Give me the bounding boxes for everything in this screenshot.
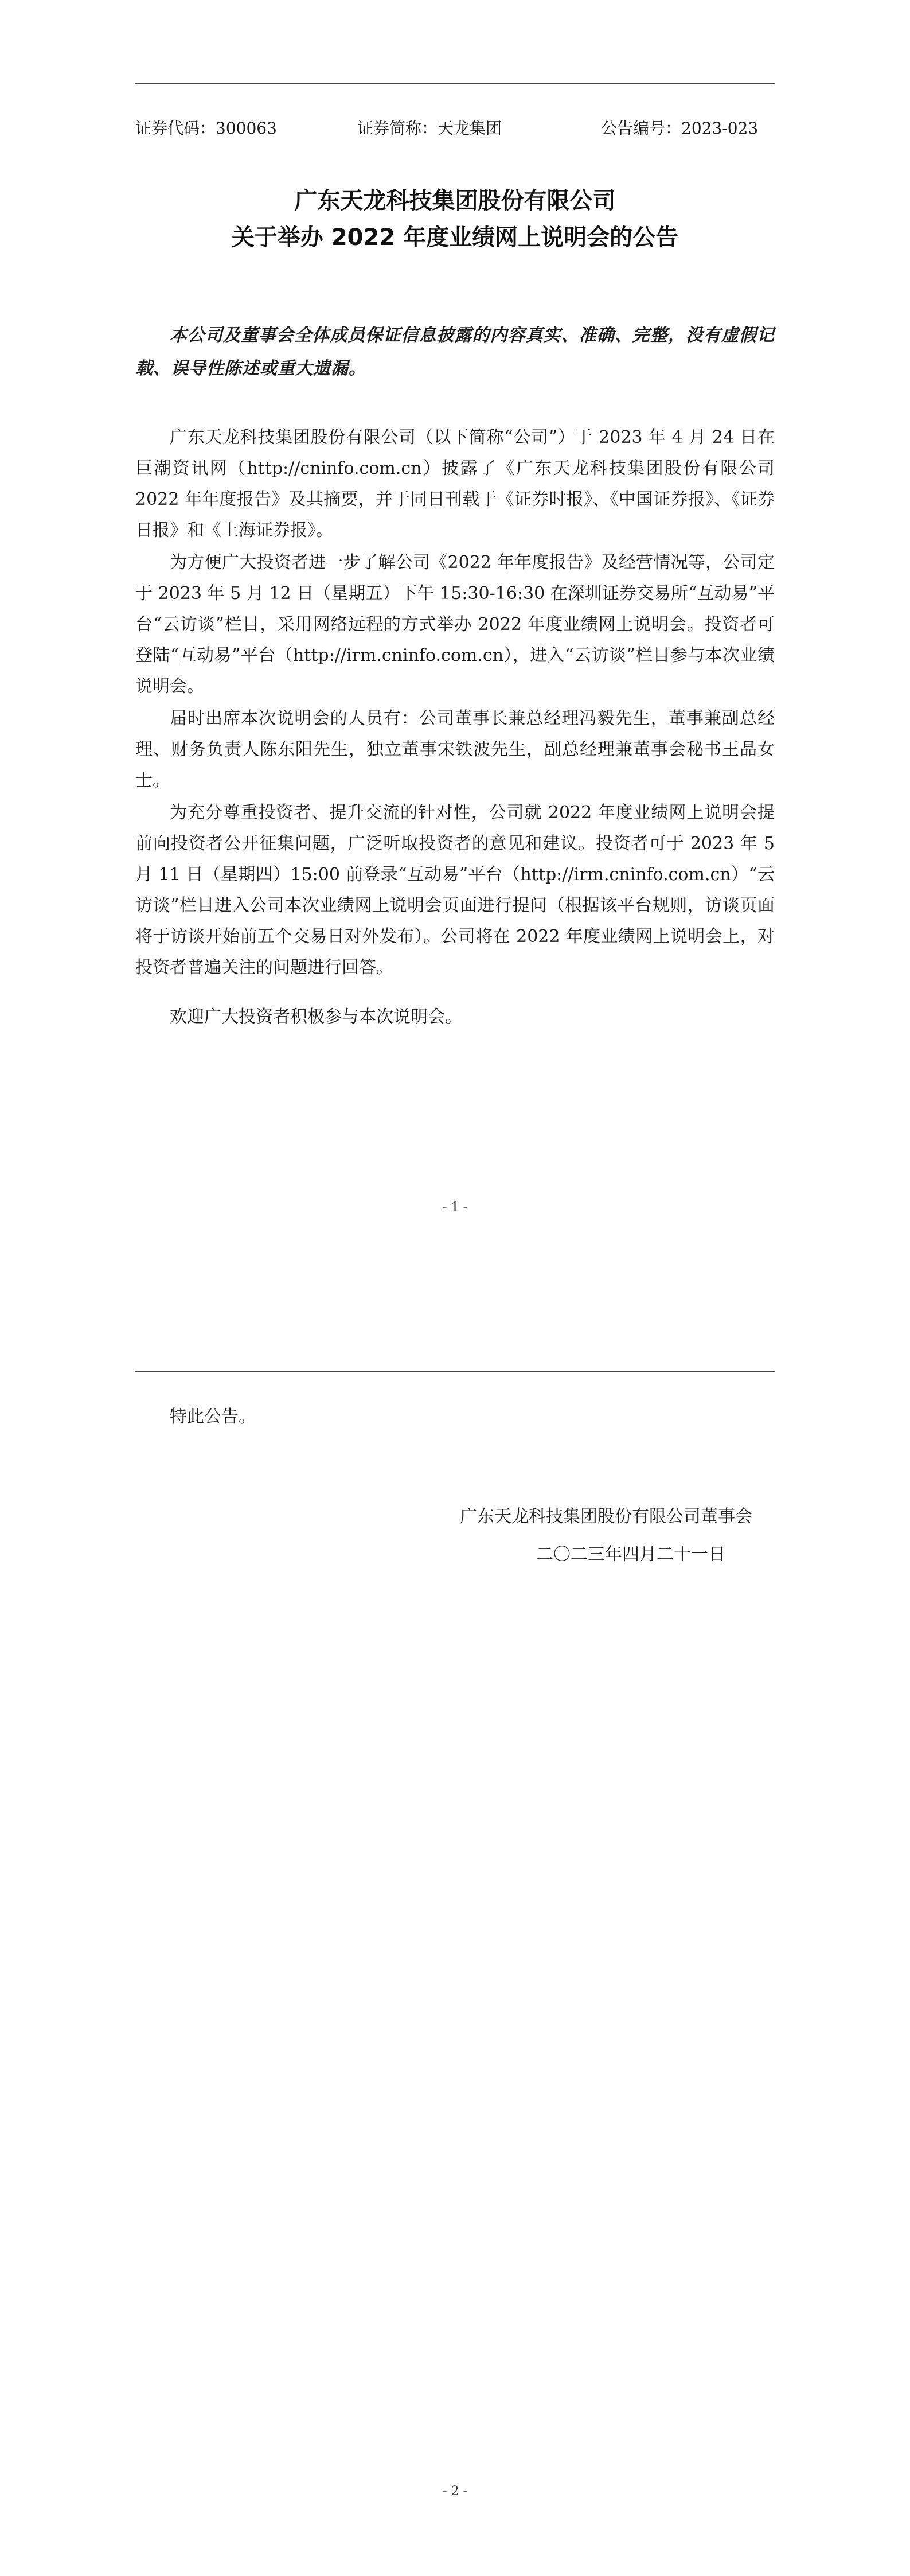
paragraph-annual-report: 广东天龙科技集团股份有限公司（以下简称“公司”）于 2023 年 4 月 24 日在巨潮资讯网（http://cninfo.com.cn）披露了《广东天龙科技集团股份有限公司 2022 年年度报告》及其摘要，并于同日刊载于《证券时报》、《中国证券报》、《证券日报》和《上海证券报》。 xyxy=(135,427,775,540)
paragraph-question-collection: 为充分尊重投资者、提升交流的针对性，公司就 2022 年度业绩网上说明会提前向投资者公开征集问题，广泛听取投资者的意见和建议。投资者可于 2023 年 5 月 11 日（星期四）15:00 前登录“互动易”平台（http://irm.cninfo.com.cn）“云访谈”栏目进入公司本次业绩网上说明会页面进行提问（根据该平台规则，访谈页面将于访谈开始前五个交易日对外发布）。公司将在 2022 年度业绩网上说明会上，对投资者普遍关注的问题进行回答。 xyxy=(135,803,775,978)
page1-top-rule xyxy=(135,83,775,84)
signature-company: 广东天龙科技集团股份有限公司董事会 xyxy=(460,1507,752,1527)
stock-name: 证券简称：天龙集团 xyxy=(357,119,502,138)
page-number-1: - 1 - xyxy=(443,1200,467,1215)
company-title: 广东天龙科技集团股份有限公司 xyxy=(294,188,616,214)
paragraph-welcome: 欢迎广大投资者积极参与本次说明会。 xyxy=(170,1007,462,1027)
paragraph-meeting-schedule: 为方便广大投资者进一步了解公司《2022 年年度报告》及经营情况等，公司定于 2023 年 5 月 12 日（星期五）下午 15:30-16:30 在深圳证券交易所“互动易”平台“云访谈”栏目，采用网络远程的方式举办 2022 年度业绩网上说明会。投资者可登陆“互动易”平台（http://irm.cninfo.com.cn），进入“云访谈”栏目参与本次业绩说明会。 xyxy=(135,552,775,696)
paragraph-attendees: 届时出席本次说明会的人员有：公司董事长兼总经理冯毅先生，董事兼副总经理、财务负责人陈东阳先生，独立董事宋铁波先生，副总经理兼董事会秘书王晶女士。 xyxy=(135,709,775,791)
announcement-body xyxy=(135,422,775,1033)
signature-date: 二〇二三年四月二十一日 xyxy=(536,1544,725,1565)
announcement-number: 公告编号：2023-023 xyxy=(601,119,759,138)
stock-code: 证券代码：300063 xyxy=(135,119,277,138)
board-declaration: 本公司及董事会全体成员保证信息披露的内容真实、准确、完整，没有虚假记载、误导性陈述或重大遗漏。 xyxy=(135,325,775,379)
announcement-title: 关于举办 2022 年度业绩网上说明会的公告 xyxy=(231,224,679,251)
page-number-2: - 2 - xyxy=(443,2484,467,2499)
announcement-header xyxy=(135,117,775,140)
page2-top-rule xyxy=(135,1371,775,1372)
closing-statement: 特此公告。 xyxy=(170,1407,256,1427)
